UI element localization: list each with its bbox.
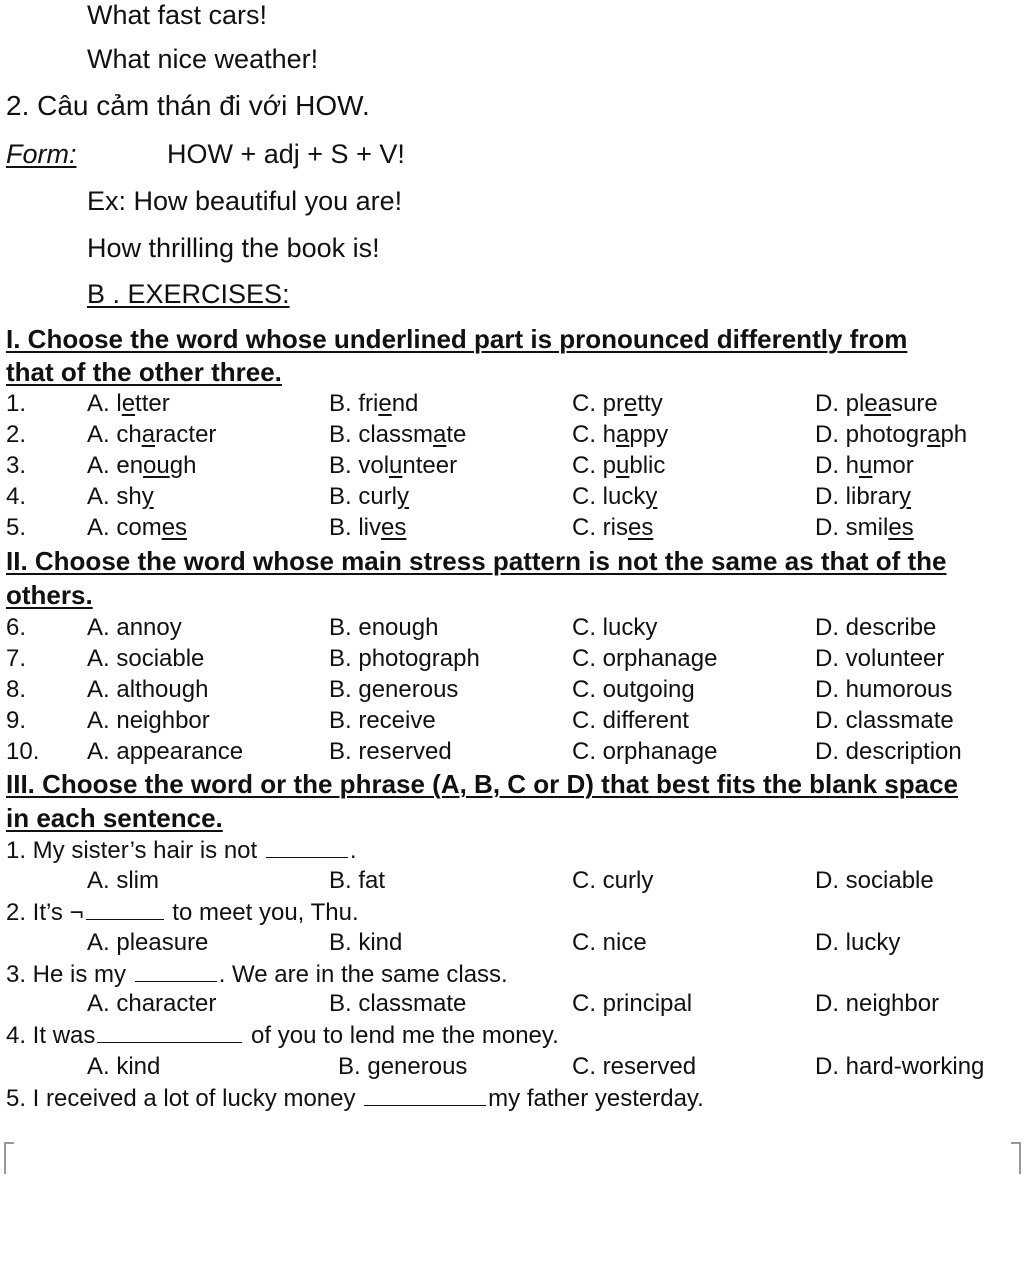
option-d: D. humorous [815, 676, 953, 703]
example-1: Ex: How beautiful you are! [87, 186, 403, 216]
option-text-before: A. sh [87, 483, 142, 510]
option-text-before: D. photogr [815, 421, 928, 448]
question-text-after: to meet you, Thu. [165, 899, 359, 926]
question-sentence [6, 961, 508, 989]
option-d: D. classmate [815, 707, 954, 734]
option-text-before: C. luck [572, 483, 646, 510]
option-underlined-part: ea [864, 390, 892, 417]
option-c: C. orphanage [572, 738, 718, 765]
form-label-text: Form: [6, 139, 77, 169]
option-b: B. generous [338, 1053, 468, 1080]
option-c [572, 514, 653, 542]
option-d [815, 390, 938, 418]
example-2: How thrilling the book is! [87, 233, 380, 263]
part-3-title-line-1: III. Choose the word or the phrase (A, B, C or D) that best fits the blank space [6, 769, 959, 799]
option-a: A. kind [87, 1053, 161, 1080]
option-text-before: C. p [572, 452, 617, 479]
option-text-after: mor [872, 452, 914, 479]
question-sentence [6, 1022, 559, 1050]
option-a: A. character [87, 990, 217, 1017]
question-number: 6. [6, 614, 27, 641]
part-3-options-row [0, 1053, 1024, 1084]
option-d: D. sociable [815, 867, 934, 894]
option-b: B. photograph [329, 645, 480, 672]
option-underlined-part: es [381, 514, 407, 541]
answer-blank [266, 856, 348, 858]
question-text-before: 1. My sister’s hair is not [6, 837, 264, 864]
option-underlined-part: u [389, 452, 403, 479]
part-3-title-line-2: in each sentence. [6, 803, 223, 833]
question-sentence [6, 1085, 704, 1113]
option-underlined-part: es [628, 514, 654, 541]
option-text-before: D. pl [815, 390, 865, 417]
question-text-after: of you to lend me the money. [244, 1022, 559, 1049]
part-1-row [0, 452, 1024, 483]
option-text-before: B. curl [329, 483, 398, 510]
option-b: B. enough [329, 614, 439, 641]
option-b [329, 514, 406, 542]
option-underlined-part: y [141, 483, 154, 510]
question-number: 8. [6, 676, 27, 703]
option-text-before: B. liv [329, 514, 382, 541]
option-d [815, 421, 967, 449]
option-b: B. classmate [329, 990, 467, 1017]
part-1-row [0, 483, 1024, 514]
option-a: A. pleasure [87, 929, 209, 956]
option-d [815, 483, 911, 511]
option-a [87, 452, 196, 480]
question-number: 4. [6, 483, 27, 510]
option-text-after: tty [637, 390, 663, 417]
part-2-row [0, 738, 1024, 769]
option-underlined-part: e [121, 390, 136, 417]
option-text-after: ppy [629, 421, 669, 448]
option-c: C. curly [572, 867, 654, 894]
option-underlined-part: e [378, 390, 392, 417]
question-number: 2. [6, 421, 27, 448]
question-sentence [6, 837, 357, 865]
option-underlined-part: es [888, 514, 914, 541]
option-underlined-part: u [616, 452, 630, 479]
question-text-before: 3. He is my [6, 961, 133, 988]
part-2-row [0, 707, 1024, 738]
option-text-after: sure [891, 390, 938, 417]
option-underlined-part: a [927, 421, 941, 448]
intro-line-1: What fast cars! [87, 0, 268, 30]
section-2-heading: 2. Câu cảm thán đi với HOW. [6, 90, 370, 121]
question-text-after: . We are in the same class. [218, 961, 508, 988]
question-number: 10. [6, 738, 40, 765]
exercises-title-text: B . EXERCISES: [87, 279, 290, 309]
option-a: A. sociable [87, 645, 205, 672]
option-a: A. neighbor [87, 707, 210, 734]
part-1-title-line-2: that of the other three. [6, 357, 282, 387]
option-d [815, 514, 914, 542]
question-number: 7. [6, 645, 27, 672]
question-text-before: 5. I received a lot of lucky money [6, 1085, 363, 1112]
option-d: D. neighbor [815, 990, 940, 1017]
question-text-after: my father yesterday. [488, 1085, 704, 1112]
option-text-after: blic [629, 452, 666, 479]
intro-line-2: What nice weather! [87, 44, 319, 74]
option-c [572, 390, 663, 418]
question-number: 1. [6, 390, 27, 417]
option-underlined-part: ou [143, 452, 170, 479]
option-text-after: nteer [402, 452, 458, 479]
part-1-row [0, 421, 1024, 452]
part-2-title-line-1: II. Choose the word whose main stress pattern is not the same as that of the [6, 546, 947, 576]
option-c: C. nice [572, 929, 647, 956]
question-number: 3. [6, 452, 27, 479]
option-text-after: ph [940, 421, 968, 448]
option-b [329, 452, 457, 480]
option-text-before: D. librar [815, 483, 900, 510]
part-3-options-row [0, 929, 1024, 960]
question-text-before: 2. It’s ¬ [6, 899, 84, 926]
option-b: B. fat [329, 867, 386, 894]
option-a: A. annoy [87, 614, 182, 641]
page-margin-marker-right [1019, 1142, 1021, 1174]
page-margin-marker-left [4, 1142, 6, 1174]
option-b: B. kind [329, 929, 403, 956]
option-text-before: C. pr [572, 390, 625, 417]
option-underlined-part: y [397, 483, 410, 510]
option-b [329, 483, 409, 511]
option-c [572, 452, 665, 480]
form-formula: HOW + adj + S + V! [167, 139, 405, 169]
option-d: D. lucky [815, 929, 901, 956]
option-a [87, 483, 154, 511]
option-text-after: racter [155, 421, 217, 448]
answer-blank [135, 980, 217, 982]
part-2-row [0, 676, 1024, 707]
part-3-options-row [0, 990, 1024, 1021]
option-c: C. orphanage [572, 645, 718, 672]
option-a: A. although [87, 676, 209, 703]
option-underlined-part: a [141, 421, 156, 448]
option-c: C. lucky [572, 614, 658, 641]
option-text-after: tter [135, 390, 170, 417]
option-text-before: A. l [87, 390, 122, 417]
option-c: C. reserved [572, 1053, 697, 1080]
option-a: A. appearance [87, 738, 244, 765]
option-underlined-part: y [645, 483, 658, 510]
option-d: D. description [815, 738, 962, 765]
option-text-before: B. vol [329, 452, 390, 479]
option-c: C. principal [572, 990, 693, 1017]
option-underlined-part: es [161, 514, 188, 541]
option-a [87, 514, 187, 542]
part-2-title-line-2: others. [6, 580, 93, 610]
option-c [572, 421, 668, 449]
option-d [815, 452, 914, 480]
question-text-before: 4. It was [6, 1022, 96, 1049]
option-text-before: C. h [572, 421, 617, 448]
option-a [87, 390, 170, 418]
part-2-row [0, 645, 1024, 676]
part-2-row [0, 614, 1024, 645]
option-d: D. describe [815, 614, 937, 641]
option-text-before: A. en [87, 452, 144, 479]
exercises-title [87, 279, 290, 310]
option-text-before: B. classm [329, 421, 434, 448]
option-b: B. reserved [329, 738, 452, 765]
option-c: C. different [572, 707, 689, 734]
form-label [6, 139, 77, 170]
option-text-after: nd [391, 390, 419, 417]
part-1-row [0, 390, 1024, 421]
option-d: D. hard-working [815, 1053, 985, 1080]
part-3-options-row [0, 867, 1024, 898]
option-underlined-part: a [433, 421, 447, 448]
question-number: 5. [6, 514, 27, 541]
option-text-before: D. h [815, 452, 860, 479]
option-underlined-part: y [899, 483, 912, 510]
option-underlined-part: u [859, 452, 873, 479]
part-1-row [0, 514, 1024, 545]
option-b: B. receive [329, 707, 436, 734]
part-1-title-line-1: I. Choose the word whose underlined part is pronounced differently from [6, 324, 908, 354]
page-margin-tick-right [1011, 1142, 1021, 1144]
question-number: 9. [6, 707, 27, 734]
option-c: C. outgoing [572, 676, 695, 703]
option-text-before: A. com [87, 514, 162, 541]
option-c [572, 483, 657, 511]
option-text-before: C. ris [572, 514, 628, 541]
option-underlined-part: e [624, 390, 638, 417]
question-text-after: . [349, 837, 357, 864]
answer-blank [86, 918, 164, 920]
answer-blank [97, 1041, 242, 1043]
answer-blank [364, 1104, 486, 1106]
question-sentence [6, 899, 359, 927]
option-a: A. slim [87, 867, 159, 894]
option-text-after: te [446, 421, 467, 448]
option-text-before: A. ch [87, 421, 142, 448]
option-b [329, 421, 466, 449]
option-b: B. generous [329, 676, 459, 703]
option-text-after: gh [169, 452, 197, 479]
option-b [329, 390, 418, 418]
option-d: D. volunteer [815, 645, 945, 672]
option-text-before: B. fri [329, 390, 379, 417]
option-underlined-part: a [616, 421, 630, 448]
option-a [87, 421, 216, 449]
page-margin-tick-left [4, 1142, 14, 1144]
option-text-before: D. smil [815, 514, 889, 541]
